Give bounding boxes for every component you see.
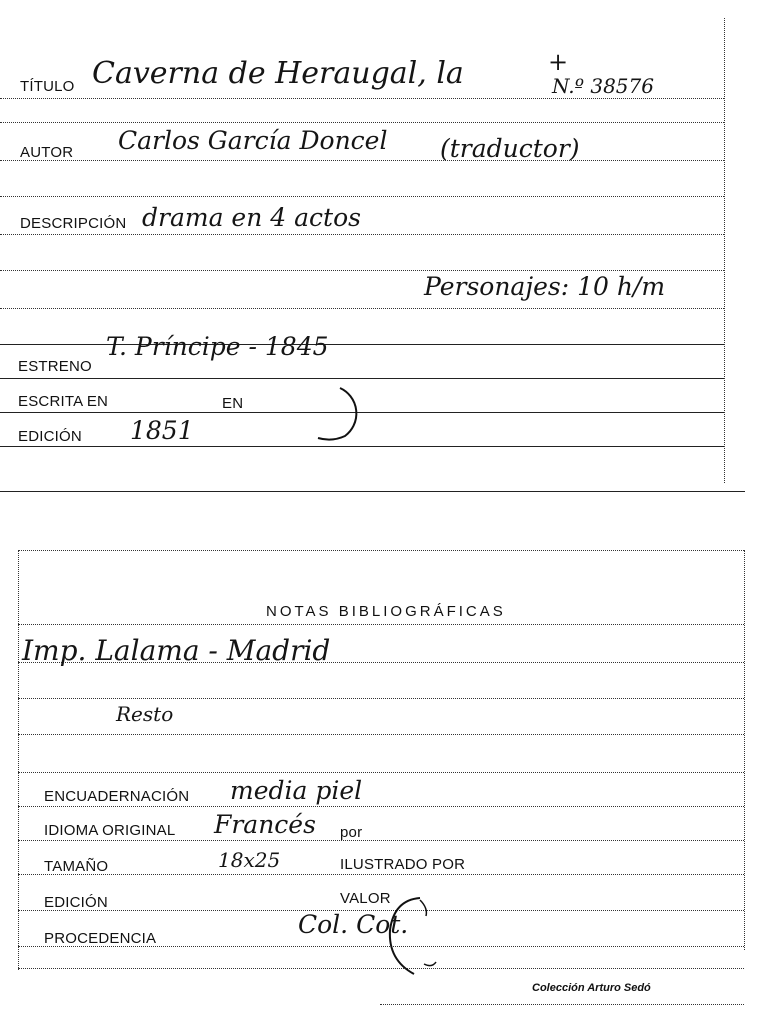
ruled-line: [0, 196, 724, 197]
tamano-value: 18x25: [218, 848, 281, 872]
ruled-line: [0, 122, 724, 123]
titulo-value: Caverna de Heraugal, la: [92, 56, 464, 91]
ruled-line: [18, 734, 744, 735]
descripcion-label: DESCRIPCIÓN: [20, 215, 127, 232]
notas-title: NOTAS BIBLIOGRÁFICAS: [266, 603, 506, 620]
card-right-border: [724, 18, 725, 483]
card-right-border: [744, 550, 745, 950]
edicion-value: 1851: [130, 416, 194, 445]
card-left-border: [18, 550, 19, 970]
ruled-line: [0, 98, 724, 99]
autor-role: (traductor): [440, 134, 580, 163]
ruled-line: [18, 874, 744, 875]
catalog-card-back: [0, 540, 759, 1028]
en-label: EN: [222, 395, 244, 412]
encuadernacion-label: ENCUADERNACIÓN: [44, 788, 190, 805]
autor-label: AUTOR: [20, 144, 74, 161]
tamano-label: TAMAÑO: [44, 858, 109, 875]
estreno-value: T. Príncipe - 1845: [106, 332, 329, 361]
ruled-line: [0, 308, 724, 309]
ilustrado-label: ILUSTRADO POR: [340, 856, 466, 873]
edicion-label: EDICIÓN: [18, 428, 82, 445]
card-bottom-edge: [380, 1004, 744, 1005]
ruled-line: [18, 840, 744, 841]
edicion-label: EDICIÓN: [44, 894, 108, 911]
card-top-border: [18, 550, 744, 551]
stamp-mark: [376, 890, 456, 980]
cross-mark: +: [548, 48, 569, 76]
procedencia-label: PROCEDENCIA: [44, 930, 157, 947]
ruled-line: [18, 772, 744, 773]
coleccion-footer: Colección Arturo Sedó: [532, 982, 651, 994]
idioma-value: Francés: [214, 810, 316, 839]
ruled-line: [0, 378, 724, 379]
idioma-label: IDIOMA ORIGINAL: [44, 822, 176, 839]
encuadernacion-value: media piel: [230, 776, 363, 805]
nota-1: Imp. Lalama - Madrid: [22, 634, 331, 667]
ruled-line: [0, 270, 724, 271]
ruled-line: [18, 624, 744, 625]
card-number: N.º 38576: [552, 74, 654, 98]
ruled-line: [0, 160, 724, 161]
valor-label: VALOR: [340, 890, 391, 907]
catalog-card-front: [0, 0, 759, 500]
nota-2: Resto: [116, 702, 174, 726]
estreno-label: ESTRENO: [18, 358, 92, 375]
titulo-label: TÍTULO: [20, 78, 75, 95]
procedencia-value: Col. Cot.: [298, 910, 409, 939]
ruled-line: [18, 806, 744, 807]
escrita-label: ESCRITA EN: [18, 393, 109, 410]
descripcion-value: drama en 4 actos: [142, 203, 361, 232]
card-bottom-edge: [0, 491, 745, 492]
ruled-line: [0, 234, 724, 235]
autor-value: Carlos García Doncel: [118, 126, 388, 155]
personajes-value: Personajes: 10 h/m: [424, 272, 666, 301]
ruled-line: [18, 698, 744, 699]
por-label: por: [340, 824, 363, 841]
stamp-mark: [300, 380, 370, 450]
